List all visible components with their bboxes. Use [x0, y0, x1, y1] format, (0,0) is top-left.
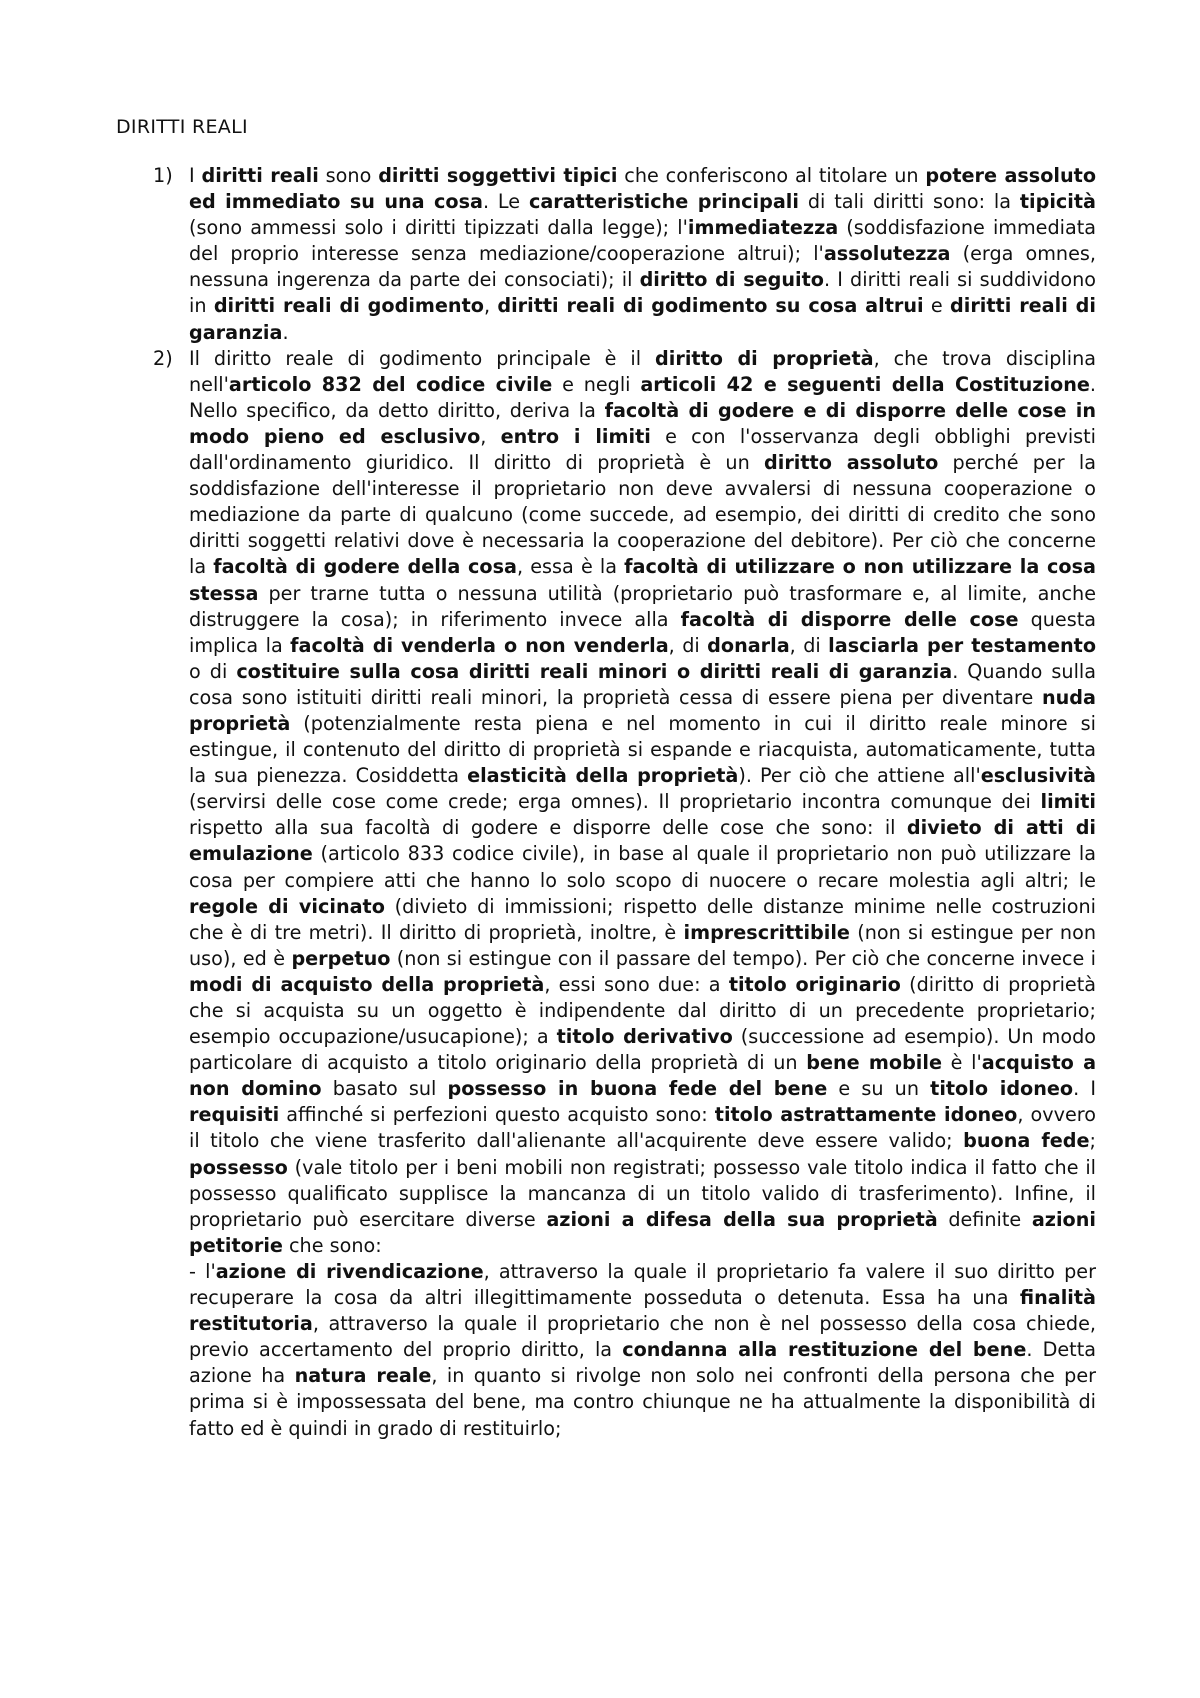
text-run: . Quando sulla cosa sono istituiti diritti reali minori, la proprietà cessa di essere piena per diventare — [189, 659, 1097, 709]
text-run: e con l'osservanza degli obblighi previsti dall'ordinamento giuridico. Il diritto di proprietà è un — [189, 424, 1096, 475]
text-run: questa implica la — [189, 607, 1096, 657]
bold-text: diritti reali di godimento su cosa altrui — [497, 294, 924, 318]
text-run: - l' — [189, 1259, 216, 1283]
numbered-list — [116, 163, 1096, 1442]
bold-text: imprescrittibile — [683, 920, 850, 944]
text-run: (erga omnes, nessuna ingerenza da parte dei consociati); il — [189, 242, 1096, 292]
text-run: , — [483, 294, 498, 318]
bold-text: elasticità della proprietà — [467, 764, 739, 788]
bold-text: facoltà di venderla o non venderla — [290, 633, 669, 657]
text-run: affinché si perfezioni questo acquisto sono: — [279, 1103, 715, 1127]
bold-text: donarla — [707, 633, 790, 657]
text-run: (diritto di proprietà che si acquista su un oggetto è indipendente dal diritto di un precedente proprietario; esempio occupazione/usucapione); a — [189, 972, 1097, 1049]
bold-text: facoltà di utilizzare o non utilizzare la cosa stessa — [189, 555, 1096, 605]
bold-text: natura reale — [294, 1364, 432, 1388]
bold-text: entro i limiti — [500, 424, 651, 448]
bold-text: facoltà di disporre delle cose — [680, 607, 1019, 631]
bold-text: possesso — [189, 1155, 288, 1179]
bold-text: acquisto a non domino — [189, 1051, 1097, 1101]
text-run: (non si estingue con il passare del tempo). Per ciò che concerne invece i — [390, 946, 1096, 970]
list-item — [116, 163, 1096, 346]
bold-text: articolo 832 del codice civile — [228, 372, 553, 396]
text-run: , attraverso la quale il proprietario fa valere il suo diritto per recuperare la cosa da altri illegittimamente posseduta o detenuta. Essa ha una — [189, 1259, 1096, 1310]
text-run: , di — [789, 633, 829, 657]
text-run: e su un — [827, 1077, 931, 1101]
text-run: , attraverso la quale il proprietario che non è nel possesso della cosa chiede, previo accertamento del proprio diritto, la — [189, 1312, 1096, 1362]
text-run: è l' — [941, 1051, 982, 1075]
bold-text: diritti reali di godimento — [213, 294, 484, 318]
text-run: e negli — [552, 372, 641, 396]
text-run: (articolo 833 codice civile), in base al quale il proprietario non può utilizzare la cosa per compiere atti che hanno lo solo scopo di nuocere o recare molestia agli altri; le — [189, 842, 1096, 892]
text-run: che conferiscono al titolare un — [617, 164, 926, 187]
bold-text: finalità restitutoria — [189, 1286, 1096, 1336]
paragraph — [189, 346, 1096, 1259]
document-title: DIRITTI REALI — [116, 116, 248, 138]
bold-text: diritto di seguito — [639, 268, 824, 292]
bold-text: bene mobile — [806, 1051, 942, 1075]
bold-text: nuda proprietà — [189, 685, 1096, 735]
text-run: . — [282, 320, 289, 344]
bold-text: lasciarla per testamento — [828, 633, 1097, 657]
bold-text: condanna alla restituzione del bene — [622, 1338, 1027, 1362]
text-run: ). Per ciò che attiene all' — [738, 764, 981, 788]
bold-text: articoli 42 e seguenti della Costituzione — [640, 372, 1090, 396]
bold-text: diritti reali — [201, 164, 319, 187]
paragraph — [189, 163, 1096, 346]
text-run: sono — [318, 164, 379, 187]
text-run: per trarne tutta o nessuna utilità (proprietario può trasformare e, al limite, anche distruggere la cosa); in riferimento invece alla — [189, 581, 1096, 631]
bold-text: titolo astrattamente idoneo — [714, 1103, 1018, 1127]
text-run: basato sul — [321, 1077, 448, 1101]
text-run: (sono ammessi solo i diritti tipizzati dalla legge); l' — [189, 216, 688, 240]
bold-text: buona fede — [963, 1129, 1090, 1153]
bold-text: possesso in buona fede del bene — [447, 1077, 828, 1101]
text-run: che sono: — [282, 1233, 382, 1257]
text-run: , — [480, 424, 501, 448]
text-run: , essi sono due: a — [544, 972, 729, 996]
bold-text: diritto assoluto — [764, 451, 939, 475]
text-run: definite — [937, 1207, 1032, 1231]
list-item — [116, 346, 1096, 1442]
text-run: (soddisfazione immediata del proprio interesse senza mediazione/cooperazione altrui); l' — [189, 216, 1097, 266]
bold-text: assolutezza — [823, 242, 951, 266]
text-run: di tali diritti sono: la — [798, 190, 1020, 214]
bold-text: facoltà di godere della cosa — [213, 555, 517, 579]
text-run: , che trova disciplina nell' — [189, 346, 1097, 396]
text-run: Il diritto reale di godimento principale è il — [189, 346, 656, 370]
bold-text: diritti soggettivi tipici — [378, 164, 618, 187]
list-item-number: 1) — [153, 164, 173, 187]
text-run: (divieto di immissioni; rispetto delle distanze minime nelle costruzioni che è di tre metri). Il diritto di proprietà, inoltre, è — [189, 894, 1096, 944]
text-run: (vale titolo per i beni mobili non registrati; possesso vale titolo indica il fatto che il possesso qualificato supplisce la mancanza di un titolo valido di trasferimento). Infine, il proprietario può esercitare diverse — [189, 1155, 1096, 1231]
bold-text: titolo derivativo — [556, 1025, 733, 1049]
bold-text: azioni a difesa della sua proprietà — [546, 1207, 938, 1231]
bold-text: caratteristiche principali — [528, 190, 799, 214]
sub-paragraph — [189, 1259, 1096, 1442]
text-run: , in quanto si rivolge non solo nei confronti della persona che per prima si è impossessata del bene, ma contro chiunque ne ha attualmente la disponibilità di fatto ed è quindi in grado di restituirlo; — [189, 1364, 1097, 1440]
bold-text: diritti reali di garanzia — [189, 294, 1096, 344]
bold-text: divieto di atti di emulazione — [189, 816, 1097, 866]
text-run: (servirsi delle cose come crede; erga omnes). Il proprietario incontra comunque dei — [189, 790, 1041, 814]
text-run: I — [189, 164, 202, 187]
text-run: e — [923, 294, 951, 318]
bold-text: costituire sulla cosa diritti reali minori o diritti reali di garanzia — [236, 659, 953, 683]
text-run: perché per la soddisfazione dell'interesse il proprietario non deve avvalersi di nessuna cooperazione o mediazione da parte di qualcuno (come succede, ad esempio, dei diritti di credito che sono diritti soggetti relativi dove è necessaria la cooperazione del debitore). Per ciò che concerne la — [189, 451, 1096, 579]
bold-text: modi di acquisto della proprietà — [189, 972, 545, 996]
bold-text: regole di vicinato — [189, 894, 385, 918]
bold-text: azione di rivendicazione — [215, 1259, 484, 1283]
bold-text: immediatezza — [687, 216, 839, 240]
text-run: rispetto alla sua facoltà di godere e disporre delle cose che sono: il — [189, 816, 907, 840]
text-run: , di — [668, 633, 708, 657]
bold-text: tipicità — [1019, 190, 1096, 214]
text-run: o di — [189, 659, 237, 683]
bold-text: azioni petitorie — [189, 1207, 1096, 1257]
bold-text: esclusività — [980, 764, 1096, 788]
bold-text: potere assoluto ed immediato su una cosa — [189, 164, 1097, 214]
text-run: . Le — [482, 190, 529, 214]
text-run: (potenzialmente resta piena e nel momento in cui il diritto reale minore si estingue, il contenuto del diritto di proprietà si espande e riacquista, automaticamente, tutta la sua pienezza. Cosiddetta — [189, 711, 1096, 788]
bold-text: diritto di proprietà — [655, 346, 874, 370]
bold-text: facoltà di godere e di disporre delle cose in modo pieno ed esclusivo — [189, 398, 1096, 448]
text-run: (non si estingue per non uso), ed è — [189, 920, 1096, 970]
bold-text: requisiti — [189, 1103, 280, 1127]
text-run: . I diritti reali si suddividono in — [189, 268, 1096, 318]
text-run: , ovvero il titolo che viene trasferito dall'alienante all'acquirente deve essere valido; — [189, 1103, 1096, 1153]
text-run: . Detta azione ha — [189, 1338, 1096, 1388]
bold-text: titolo originario — [728, 972, 901, 996]
bold-text: limiti — [1040, 790, 1096, 814]
bold-text: perpetuo — [291, 946, 391, 970]
text-run: . I — [1073, 1077, 1097, 1101]
bold-text: titolo idoneo — [930, 1077, 1074, 1101]
text-run: ; — [1089, 1129, 1096, 1153]
text-run: (successione ad esempio). Un modo particolare di acquisto a titolo originario della proprietà di un — [189, 1025, 1096, 1075]
text-run: , essa è la — [516, 555, 625, 579]
list-item-number: 2) — [153, 346, 173, 370]
text-run: . Nello specifico, da detto diritto, deriva la — [189, 372, 1096, 422]
